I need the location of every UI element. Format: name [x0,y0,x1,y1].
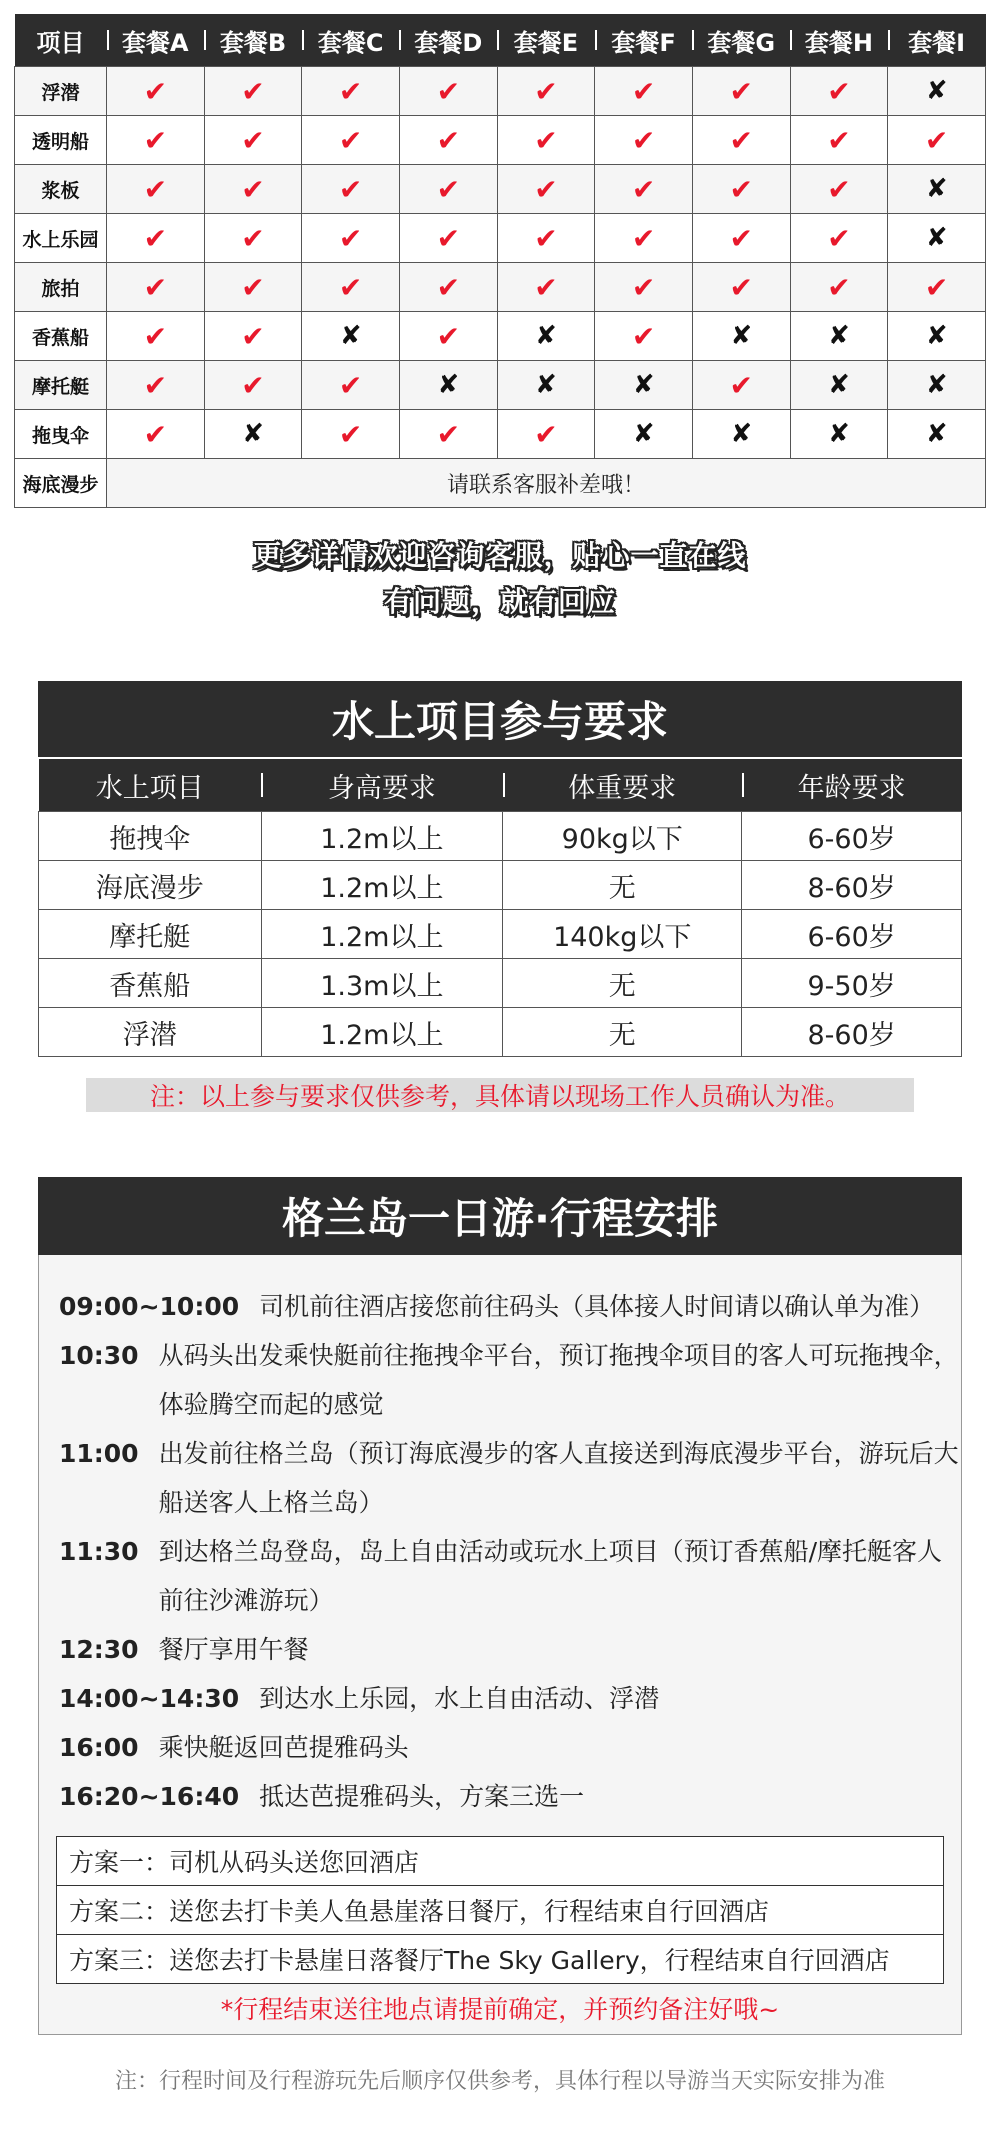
package-cell [790,410,888,459]
package-cell [888,116,986,165]
row-label: 透明船 [15,116,107,165]
itinerary-desc: 出发前往格兰岛（预订海底漫步的客人直接送到海底漫步平台，游玩后大船送客人上格兰岛） [158,1439,959,1517]
cross-icon: ✘ [730,419,753,449]
package-cell [595,165,693,214]
itinerary-note: *行程结束送往地点请提前确定，并预约备注好哦~ [220,1995,780,2024]
package-cell [790,263,888,312]
check-icon: ✔ [143,74,168,108]
itinerary-desc: 到达格兰岛登岛，岛上自由活动或玩水上项目（预订香蕉船/摩托艇客人前往沙滩游玩） [158,1537,943,1615]
cross-icon: ✘ [925,370,948,400]
cross-icon: ✘ [925,76,948,106]
package-cell [790,116,888,165]
package-cell [399,312,497,361]
req-cell: 1.2m以上 [261,1008,503,1057]
package-comparison-table [14,14,986,508]
package-cell [399,263,497,312]
package-cell [204,263,302,312]
check-icon: ✔ [534,123,558,157]
cross-icon: ✘ [632,370,655,400]
check-icon: ✔ [338,270,363,304]
header-package-5: 套餐E [497,14,595,67]
package-cell [692,312,790,361]
check-icon: ✔ [241,221,265,255]
req-cell: 无 [503,959,742,1008]
row-label: 海底漫步 [15,459,107,508]
row-label: 摩托艇 [15,361,107,410]
package-cell [497,214,595,263]
package-cell [399,165,497,214]
package-cell [302,67,400,116]
package-cell [204,410,302,459]
table-row [15,214,986,263]
check-icon: ✔ [143,417,168,451]
req-cell: 8-60岁 [742,1008,962,1057]
slogan-line-2: 有问题，就有回应 [383,585,616,618]
check-icon: ✔ [338,368,363,402]
req-cell: 6-60岁 [742,812,962,861]
plan-row [57,1886,944,1935]
req-header-cell: 体重要求 [503,758,742,812]
package-cell [107,116,205,165]
itinerary-item [59,1674,959,1723]
check-icon: ✔ [338,172,363,206]
cross-icon: ✘ [828,370,850,400]
itinerary-time: 11:30 [59,1537,139,1566]
check-icon: ✔ [143,270,168,304]
package-cell [790,312,888,361]
requirements-table-body [39,812,962,1057]
package-cell [595,214,693,263]
row-label: 浮潜 [15,67,107,116]
check-icon: ✔ [143,123,168,157]
req-cell: 8-60岁 [742,861,962,910]
itinerary-item [59,1429,959,1527]
req-cell: 浮潜 [39,1008,262,1057]
table-row [39,861,962,910]
check-icon: ✔ [436,172,461,206]
check-icon: ✔ [631,123,656,157]
check-icon: ✔ [631,270,656,304]
req-cell: 无 [503,1008,742,1057]
check-icon: ✔ [436,270,461,304]
itinerary-title: 格兰岛一日游·行程安排 [38,1177,962,1255]
check-icon: ✔ [143,221,168,255]
package-cell [790,165,888,214]
package-cell [595,67,693,116]
package-cell [399,410,497,459]
check-icon: ✔ [241,368,265,402]
header-package-1: 套餐A [107,14,205,67]
check-icon: ✔ [436,74,461,108]
table-row [39,1008,962,1057]
package-cell [399,361,497,410]
req-cell: 9-50岁 [742,959,962,1008]
package-cell [497,67,595,116]
package-cell [302,361,400,410]
req-cell: 香蕉船 [39,959,262,1008]
contact-service-note: 请联系客服补差哦！ [107,459,986,508]
check-icon: ✔ [241,319,265,353]
req-cell: 1.2m以上 [261,812,503,861]
package-cell [204,214,302,263]
itinerary-desc: 司机前往酒店接您前往码头（具体接人时间请以确认单为准） [259,1292,935,1321]
itinerary-desc: 抵达芭提雅码头，方案三选一 [259,1782,585,1811]
requirements-table [38,757,962,1057]
package-cell [204,361,302,410]
row-label: 水上乐园 [15,214,107,263]
check-icon: ✔ [436,123,461,157]
cross-icon: ✘ [730,321,753,351]
itinerary-time: 14:00~14:30 [59,1684,240,1713]
package-cell [107,312,205,361]
check-icon: ✔ [631,319,656,353]
check-icon: ✔ [827,74,851,108]
req-cell: 140kg以下 [503,910,742,959]
itinerary-time: 11:00 [59,1439,139,1468]
table-row [15,263,986,312]
header-package-9: 套餐I [888,14,986,67]
req-cell: 海底漫步 [39,861,262,910]
table-row [15,116,986,165]
plan-text: 方案一：司机从码头送您回酒店 [57,1837,944,1886]
table-row-seawalk [15,459,986,508]
package-cell [204,116,302,165]
cross-icon: ✘ [828,419,850,449]
row-label: 浆板 [15,165,107,214]
itinerary-list [59,1282,959,1821]
package-cell [595,116,693,165]
package-cell [692,67,790,116]
check-icon: ✔ [241,172,265,206]
slogan-line-1: 更多详情欢迎咨询客服，贴心一直在线 [253,539,747,572]
check-icon: ✔ [729,172,753,206]
table-row [15,361,986,410]
cross-icon: ✘ [925,174,948,204]
check-icon: ✔ [338,221,363,255]
package-cell [302,410,400,459]
package-cell [888,165,986,214]
table-row [39,959,962,1008]
package-cell [107,263,205,312]
check-icon: ✔ [534,74,558,108]
package-cell [497,263,595,312]
package-cell [302,263,400,312]
header-item: 项目 [15,14,107,67]
table-row [15,165,986,214]
package-cell [692,214,790,263]
itinerary-item [59,1331,959,1429]
cross-icon: ✘ [828,321,850,351]
itinerary-desc: 餐厅享用午餐 [158,1635,309,1664]
cross-icon: ✘ [535,370,557,400]
plan-row [57,1935,944,1984]
check-icon: ✔ [631,172,656,206]
header-package-3: 套餐C [302,14,400,67]
check-icon: ✔ [729,123,753,157]
check-icon: ✔ [534,417,558,451]
itinerary-item [59,1527,959,1625]
check-icon: ✔ [143,368,168,402]
req-cell: 1.2m以上 [261,861,503,910]
check-icon: ✔ [534,221,558,255]
itinerary-item [59,1282,959,1331]
plans-table [56,1836,944,1984]
check-icon: ✔ [436,319,461,353]
check-icon: ✔ [241,123,265,157]
package-cell [107,361,205,410]
footer-note: 注：行程时间及行程游玩先后顺序仅供参考，具体行程以导游当天实际安排为准 [114,2069,885,2094]
req-header-cell: 年龄要求 [742,758,962,812]
itinerary-time: 16:20~16:40 [59,1782,240,1811]
req-cell: 1.2m以上 [261,910,503,959]
check-icon: ✔ [827,172,851,206]
package-cell [790,214,888,263]
cross-icon: ✘ [339,321,362,351]
cross-icon: ✘ [535,321,557,351]
plan-row [57,1837,944,1886]
package-cell [302,312,400,361]
package-cell [399,214,497,263]
package-cell [302,214,400,263]
package-cell [888,67,986,116]
table-row [15,67,986,116]
package-cell [595,312,693,361]
package-cell [692,116,790,165]
package-cell [204,165,302,214]
package-cell [302,116,400,165]
cross-icon: ✘ [632,419,655,449]
req-cell: 90kg以下 [503,812,742,861]
check-icon: ✔ [143,319,168,353]
package-cell [497,165,595,214]
header-package-2: 套餐B [204,14,302,67]
check-icon: ✔ [827,221,851,255]
package-cell [302,165,400,214]
package-cell [107,410,205,459]
table-row [39,910,962,959]
check-icon: ✔ [631,74,656,108]
cross-icon: ✘ [925,321,948,351]
check-icon: ✔ [338,74,363,108]
package-cell [888,214,986,263]
itinerary-item [59,1772,959,1821]
cross-icon: ✘ [925,223,948,253]
cross-icon: ✘ [437,370,460,400]
req-header-cell: 身高要求 [261,758,503,812]
package-cell [692,410,790,459]
package-cell [888,312,986,361]
package-cell [595,263,693,312]
package-cell [399,67,497,116]
package-cell [497,410,595,459]
check-icon: ✔ [827,123,851,157]
package-cell [204,312,302,361]
check-icon: ✔ [729,270,753,304]
check-icon: ✔ [436,221,461,255]
package-cell [107,214,205,263]
check-icon: ✔ [729,221,753,255]
req-header-cell: 水上项目 [39,758,262,812]
package-cell [204,67,302,116]
package-cell [107,165,205,214]
requirements-title: 水上项目参与要求 [38,681,962,757]
header-package-7: 套餐G [692,14,790,67]
itinerary-time: 10:30 [59,1341,139,1370]
package-cell [790,361,888,410]
itinerary-time: 16:00 [59,1733,139,1762]
package-cell [692,263,790,312]
check-icon: ✔ [338,417,363,451]
row-label: 香蕉船 [15,312,107,361]
check-icon: ✔ [827,270,851,304]
package-cell [107,67,205,116]
header-package-8: 套餐H [790,14,888,67]
plan-text: 方案二：送您去打卡美人鱼悬崖落日餐厅，行程结束自行回酒店 [57,1886,944,1935]
check-icon: ✔ [241,74,265,108]
check-icon: ✔ [924,270,949,304]
check-icon: ✔ [534,172,558,206]
cross-icon: ✘ [242,419,264,449]
package-cell [399,116,497,165]
itinerary-desc: 乘快艇返回芭提雅码头 [158,1733,409,1762]
table-row [39,812,962,861]
package-cell [888,361,986,410]
check-icon: ✔ [631,221,656,255]
check-icon: ✔ [729,74,753,108]
itinerary-desc: 到达水上乐园，水上自由活动、浮潜 [259,1684,660,1713]
table-row [15,312,986,361]
plan-text: 方案三：送您去打卡悬崖日落餐厅The Sky Gallery，行程结束自行回酒店 [57,1935,944,1984]
package-cell [888,263,986,312]
check-icon: ✔ [436,417,461,451]
itinerary-item [59,1625,959,1674]
package-cell [692,165,790,214]
package-cell [790,67,888,116]
table-row [15,410,986,459]
requirements-table-header [39,758,962,812]
package-cell [595,410,693,459]
package-table-body [15,67,986,508]
itinerary-desc: 从码头出发乘快艇前往拖拽伞平台，预订拖拽伞项目的客人可玩拖拽伞，体验腾空而起的感觉 [158,1341,959,1419]
package-cell [595,361,693,410]
package-table-header [15,14,986,67]
header-package-6: 套餐F [595,14,693,67]
requirements-note: 注：以上参与要求仅供参考，具体请以现场工作人员确认为准。 [86,1078,914,1112]
package-cell [497,312,595,361]
package-cell [497,361,595,410]
check-icon: ✔ [338,123,363,157]
check-icon: ✔ [924,123,949,157]
package-cell [497,116,595,165]
req-cell: 6-60岁 [742,910,962,959]
itinerary-item [59,1723,959,1772]
check-icon: ✔ [241,270,265,304]
row-label: 拖曳伞 [15,410,107,459]
req-cell: 摩托艇 [39,910,262,959]
check-icon: ✔ [143,172,168,206]
req-cell: 1.3m以上 [261,959,503,1008]
package-cell [692,361,790,410]
header-package-4: 套餐D [399,14,497,67]
package-cell [888,410,986,459]
cross-icon: ✘ [925,419,948,449]
itinerary-time: 12:30 [59,1635,139,1664]
check-icon: ✔ [534,270,558,304]
check-icon: ✔ [729,368,753,402]
row-label: 旅拍 [15,263,107,312]
req-cell: 无 [503,861,742,910]
itinerary-time: 09:00~10:00 [59,1292,240,1321]
req-cell: 拖拽伞 [39,812,262,861]
